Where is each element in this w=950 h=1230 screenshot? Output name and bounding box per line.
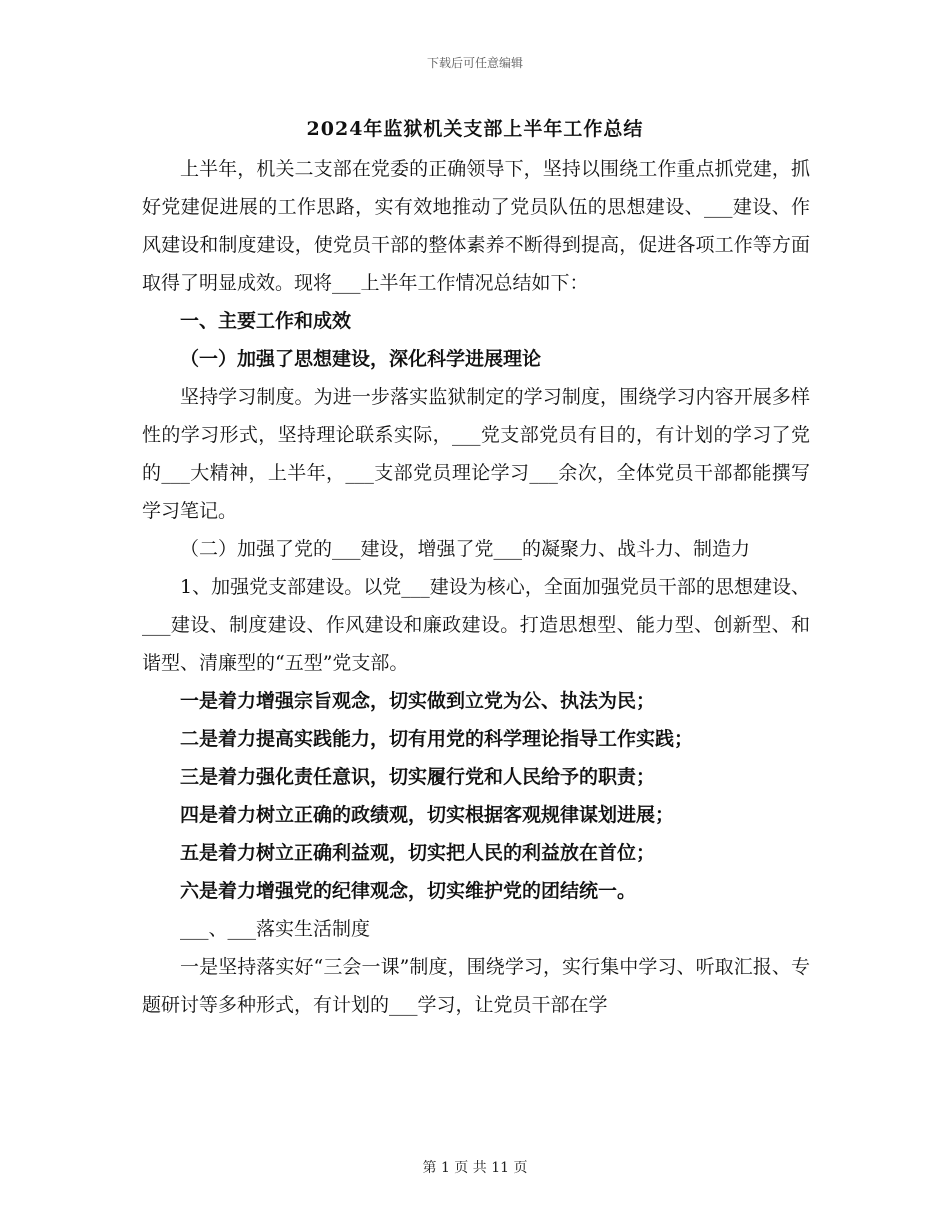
page-footer: 第 1 页 共 11 页 [422,1160,528,1176]
document-title: 2024年监狱机关支部上半年工作总结 [306,118,644,140]
item-paragraph-2: 一是坚持落实好“三会一课”制度，围绕学习，实行集中学习、听取汇报、专题研讨等多种形式，有计划的___学习，让党员干部在学 [142,956,810,1016]
item-heading-2: ___、___落实生活制度 [180,918,371,940]
point-item: 三是着力强化责任意识，切实履行党和人民给予的职责； [180,766,656,788]
document-body [142,150,810,1024]
subsection-heading-1: （一）加强了思想建设，深化科学进展理论 [180,348,542,370]
point-item: 六是着力增强党的纪律观念，切实维护党的团结统一。 [180,880,637,902]
item-paragraph-1: 1、加强党支部建设。以党___建设为核心，全面加强党员干部的思想建设、___建设、制度建设、作风建设和廉政建设。打造思想型、能力型、创新型、和谐型、清廉型的“五型”党支部。 [142,576,810,674]
header-note: 下载后可任意编辑 [426,56,523,70]
subsection-heading-2: （二）加强了党的___建设，增强了党___的凝聚力、战斗力、制造力 [180,538,751,560]
point-item: 二是着力提高实践能力，切有用党的科学理论指导工作实践； [180,728,694,750]
point-item: 一是着力增强宗旨观念，切实做到立党为公、执法为民； [180,690,656,712]
subsection-paragraph-1: 坚持学习制度。为进一步落实监狱制定的学习制度，围绕学习内容开展多样性的学习形式，坚持理论联系实际，___党支部党员有目的，有计划的学习了党的___大精神，上半年，___支部党员理论学习___余次，全体党员干部都能撰写学习笔记。 [142,386,810,522]
intro-paragraph: 上半年，机关二支部在党委的正确领导下，坚持以围绕工作重点抓党建，抓好党建促进展的工作思路，实有效地推动了党员队伍的思想建设、___建设、作风建设和制度建设，使党员干部的整体素养不断得到提高，促进各项工作等方面取得了明显成效。现将___上半年工作情况总结如下： [142,158,810,294]
section-heading-1: 一、主要工作和成效 [180,310,352,332]
point-item: 四是着力树立正确的政绩观，切实根据客观规律谋划进展； [180,804,675,826]
point-item: 五是着力树立正确利益观，切实把人民的利益放在首位； [180,842,656,864]
